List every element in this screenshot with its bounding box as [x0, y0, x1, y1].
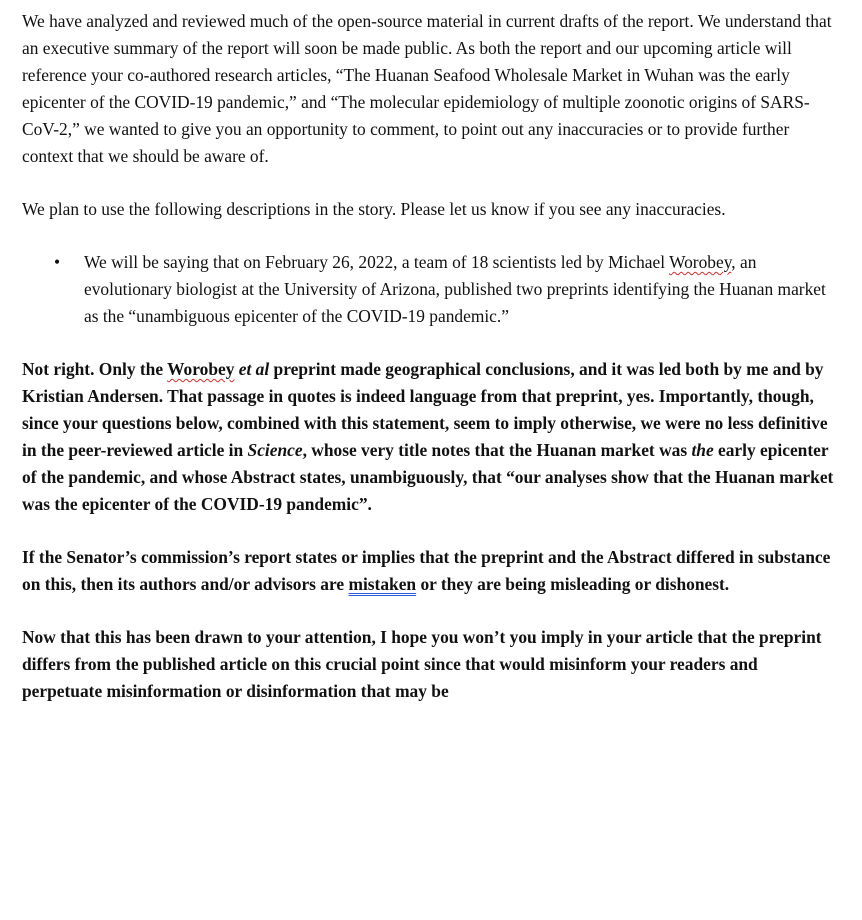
document-body: [22, 8, 842, 705]
description-list: [22, 249, 842, 330]
grammar-flagged-word[interactable]: mistaken: [348, 574, 417, 594]
spell-flagged-name[interactable]: Worobey: [167, 359, 235, 379]
intro-paragraph: We have analyzed and reviewed much of the open-source material in current drafts of the report. We understand that an executive summary of the report will soon be made public. As both the report and our upcoming article will reference your co-authored research articles, “The Huanan Seafood Wholesale Market in Wuhan was the early epicenter of the COVID-19 pandemic,” and “The molecular epidemiology of multiple zoonotic origins of SARS-CoV-2,” we wanted to give you an opportunity to comment, to point out any inaccuracies or to provide further context that we should be aware of.: [22, 11, 832, 166]
reply1-the: the: [691, 440, 714, 460]
list-item: [22, 249, 842, 330]
reply-paragraph-1: [22, 356, 842, 518]
bullet-icon: •: [54, 252, 61, 272]
reply2-part2: or they are being misleading or dishonest.: [416, 574, 730, 594]
reply1-part3: , whose very title notes that the Huanan market was: [302, 440, 692, 460]
reply2-part1: If the Senator’s commission’s report states or implies that the preprint and the Abstract differed in substance on this, then its authors and/or advisors are: [22, 547, 831, 594]
reply1-etal: et al: [234, 359, 270, 379]
reply1-part4: early epicenter of the pandemic, and whose Abstract states, unambiguously, that “our analyses show that the Huanan market was the epicenter of the COVID-19 pandemic”.: [22, 440, 834, 514]
plan-paragraph: We plan to use the following descriptions in the story. Please let us know if you see any inaccuracies.: [22, 199, 726, 219]
reply1-journal: Science: [247, 440, 303, 460]
bullet-text-before: We will be saying that on February 26, 2022, a team of 18 scientists led by Michael: [84, 252, 670, 272]
reply-paragraph-2: [22, 544, 842, 598]
reply1-part2: preprint made geographical conclusions, and it was led both by me and by Kristian Andersen. That passage in quotes is indeed language from that preprint, yes. Importantly, though, since your questions below, combined with this statement, seem to imply otherwise, we were no less definitive in the peer-reviewed article in: [22, 359, 828, 460]
spell-flagged-name[interactable]: Worobey: [669, 252, 732, 272]
reply1-part1: Not right. Only the: [22, 359, 168, 379]
reply-paragraph-3: Now that this has been drawn to your attention, I hope you won’t you imply in your article that the preprint differs from the published article on this crucial point since that would misinform your readers and perpetuate misinformation or disinformation that may be: [22, 627, 822, 701]
bullet-text-after: , an evolutionary biologist at the University of Arizona, published two preprints identifying the Huanan market as the “unambiguous epicenter of the COVID-19 pandemic.”: [84, 252, 826, 326]
